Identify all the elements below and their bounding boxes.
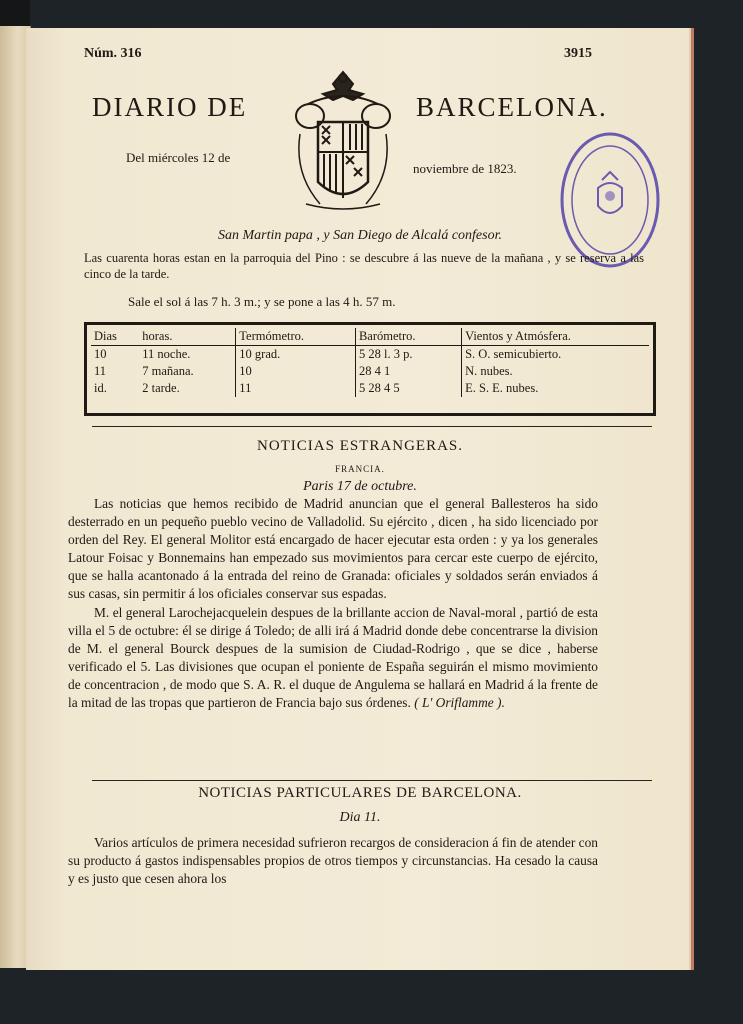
- weather-table: [84, 322, 656, 416]
- section-divider: [92, 426, 652, 427]
- section-title-local: NOTICIAS PARTICULARES DE BARCELONA.: [198, 785, 522, 801]
- newspaper-page: [26, 28, 694, 970]
- table-row: [91, 363, 649, 380]
- date-weekday: Del miércoles 12 de: [126, 150, 231, 165]
- mass-notice: Las cuarenta horas estan en la parroquia del Pino : se descubre á las nueve de la mañana , y se reserva a las cinco de la tarde.: [84, 251, 644, 281]
- weather-cell: id.: [94, 381, 107, 395]
- date-month-year: noviembre de 1823.: [413, 161, 517, 176]
- weather-cell: 5 28 4 5: [355, 380, 461, 397]
- weather-cell: 10 grad.: [236, 346, 356, 364]
- table-row: [91, 346, 649, 364]
- weather-cell: 5 28 l. 3 p.: [355, 346, 461, 364]
- weather-cell: 11: [94, 364, 107, 378]
- library-stamp-icon: [558, 130, 662, 270]
- article-dateline: Paris 17 de octubre.: [303, 479, 417, 494]
- day-heading: Dia 11.: [339, 810, 381, 825]
- masthead-left: DIARIO DE: [92, 92, 248, 122]
- issue-number: Núm. 316: [84, 46, 142, 61]
- masthead-right: BARCELONA.: [416, 92, 608, 122]
- weather-header-thermometer: Termómetro.: [236, 328, 356, 346]
- section-divider: [92, 780, 652, 781]
- local-news-article: [68, 834, 598, 888]
- weather-cell: S. O. semicubierto.: [462, 346, 649, 364]
- weather-header-barometer: Barómetro.: [355, 328, 461, 346]
- table-row: [91, 380, 649, 397]
- weather-header-winds: Vientos y Atmósfera.: [462, 328, 649, 346]
- section-title-foreign: NOTICIAS ESTRANGERAS.: [256, 438, 463, 454]
- binding-shadow: [0, 0, 30, 26]
- weather-cell: 10: [236, 363, 356, 380]
- country-heading: FRANCIA.: [335, 464, 385, 474]
- weather-cell: 11 noche.: [142, 347, 191, 361]
- sunrise-sunset: Sale el sol á las 7 h. 3 m.; y se pone a las 4 h. 57 m.: [128, 294, 396, 309]
- coat-of-arms-icon: [288, 64, 398, 216]
- weather-header-hours: horas.: [139, 328, 236, 346]
- foreign-news-article: [68, 495, 598, 712]
- article-source: ( L' Oriflamme ).: [414, 695, 505, 711]
- article-paragraph-text: M. el general Larochejacquelein despues de la brillante accion de Naval-moral , partió de esta villa el 5 de octubre: él se dirige á Toledo; de alli irá á Madrid donde debe concentrarse la division de M. el general Bourck despues de la sumision de Ciudad-Rodrigo , que se dice , haberse verificado el 5. Las divisiones que ocupan el poniente de España seguirán el mismo movimiento de concentracion , de modo que S. A. R. el duque de Angulema se hallará en Madrid á la frente de la mitad de las tropas que partieron de Francia bajo sus órdenes.: [68, 604, 598, 711]
- weather-cell: 28 4 1: [355, 363, 461, 380]
- article-paragraph: Varios artículos de primera necesidad sufrieron recargos de consideracion á fin de atender con su producto á gastos indispensables propios de otros tiempos y circunstancias. Ha cesado la causa y es justo que cesen ahora los: [68, 835, 598, 887]
- weather-cell: 2 tarde.: [142, 381, 180, 395]
- weather-cell: 11: [236, 380, 356, 397]
- article-paragraph: Las noticias que hemos recibido de Madrid anuncian que el general Ballesteros ha sido desterrado en un pequeño pueblo vecino de Valladolid. Su ejército , dicen , ha sido licenciado por orden del Rey. El general Molitor está encargado de hacer ejecutar esta orden : y ya los generales Latour Foisac y Bonnemains han empezado sus movimientos para cercar este cuerpo de ejército, que se halla acantonado á la entrada del reino de Granada: oficiales y soldados serán enviados á sus casas, sin permitir á los oficiales conservar sus espadas.: [68, 496, 598, 602]
- weather-cell: E. S. E. nubes.: [462, 380, 649, 397]
- weather-cell: N. nubes.: [462, 363, 649, 380]
- page-number: 3915: [564, 46, 592, 61]
- article-paragraph: [68, 604, 598, 713]
- weather-header-row: [91, 328, 649, 346]
- saints-of-the-day: San Martin papa , y San Diego de Alcalá confesor.: [218, 228, 502, 243]
- weather-cell: 7 mañana.: [142, 364, 194, 378]
- weather-header-day: Dias: [91, 328, 139, 346]
- weather-cell: 10: [94, 347, 107, 361]
